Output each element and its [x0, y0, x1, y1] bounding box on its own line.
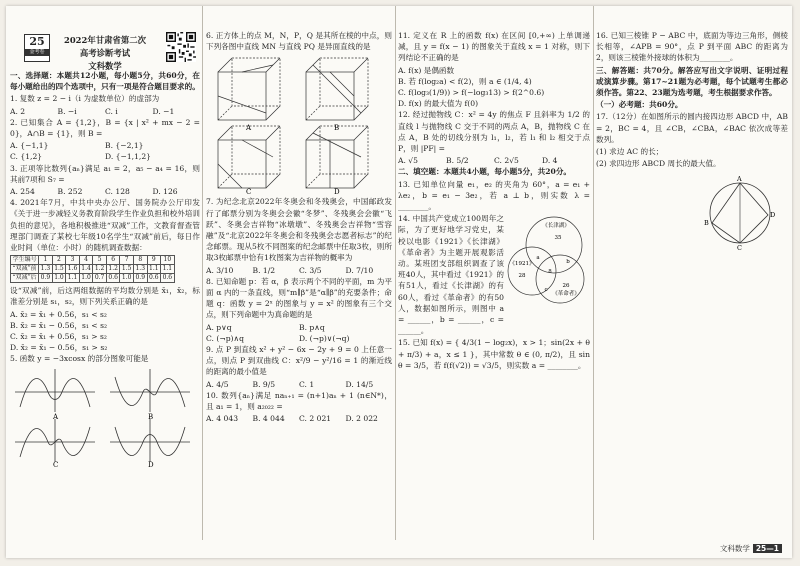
option: D. x̄₂ = x̄₁ − 0.56，s₁ > s₂	[10, 343, 108, 353]
question-15: 15. 已知 f(x) = { 4/3(1 − log₂x)，x > 1；sin(2x + θ + π/3) + a，x ≤ 1 }，其中常数 θ ∈ (0, π/2)，且 sin θ = 3/5，若 f(f(√2)) = √3/5，则实数 a = ________。	[398, 338, 590, 370]
vertex-label: C	[737, 244, 742, 252]
table-cell: 1.0	[81, 274, 91, 282]
question-5-graphs	[10, 367, 196, 467]
option: B. {−2,1}	[105, 141, 144, 151]
option: C. (¬p)∧q	[206, 333, 244, 343]
vertex-label: D	[770, 211, 776, 220]
table-cell: 0.9	[135, 274, 146, 282]
option: C. 1	[299, 379, 315, 389]
table-cell: 1.2	[94, 265, 105, 273]
option: D. 7/10	[345, 265, 374, 275]
figure-label: C	[246, 188, 252, 195]
option: D. (¬p)∨(¬q)	[299, 333, 350, 343]
option: C. {1,2}	[10, 152, 43, 162]
option: A. 4/5	[206, 379, 229, 389]
option: D. 14/5	[345, 379, 374, 389]
question-11-options	[398, 65, 590, 110]
question-9: 9. 点 P 到直线 x² + y² − 6x − 2y + 9 = 0 上任意一点，则点 P 到双曲线 C：x²/9 − y²/16 = 1 的渐近线的距离的最小值是	[206, 345, 392, 377]
question-16: 16. 已知三棱锥 P − ABC 中，底面为等边三角形，侧棱长相等，∠APB = 90°，点 P 到平面 ABC 的距离为 2，则该三棱锥外接球的体积为________。	[596, 31, 788, 63]
figure-label: A	[246, 124, 252, 133]
question-11: 11. 定义在 R 上的函数 f(x) 在区间 [0,+∞) 上单调递减，且 y = f(x − 1) 的图象关于直线 x = 1 对称，则下列结论不正确的是	[398, 31, 590, 63]
option: C. x̄₂ = x̄₁ + 0.56，s₁ > s₂	[10, 332, 107, 342]
option: D. 4	[542, 156, 558, 166]
option: A. √5	[398, 156, 418, 166]
table-cell: 7	[120, 256, 134, 265]
question-10: 10. 数列{aₙ}满足 naₙ₊₁ = (n+1)aₙ + 1 (n∈N*)，且 a₁ = 1，则 a₂₀₂₂ =	[206, 390, 392, 412]
vertex-label: B	[704, 219, 709, 228]
table-cell: 0.6	[149, 274, 159, 282]
question-10-options	[206, 413, 392, 424]
option: A. p∨q	[206, 322, 232, 332]
table-cell: 1.1	[149, 265, 159, 273]
table-cell: 0.7	[94, 274, 105, 282]
venn-number: b	[566, 259, 570, 266]
option: B. 4 044	[252, 414, 285, 424]
table-cell: 0.6	[162, 274, 173, 282]
graph-label: A	[53, 412, 59, 421]
question-4-continued: 设“双减”前，后这两组数据的平均数分别是 x̄₁，x̄₂，标准差分别是 s₁，s₂，则下列关系正确的是	[10, 286, 200, 307]
section-3-heading: 三、解答题：共70分。解答应写出文字说明、证明过程或演算步骤。第17~21题为必考题，每个试题考生都必须作答。第22、23题为选考题，考生根据要求作答。	[596, 65, 788, 98]
table-cell: 1.2	[108, 265, 118, 273]
option: A. 4 043	[206, 414, 239, 424]
option: A. 3/10	[206, 265, 234, 275]
question-2-options	[10, 140, 200, 162]
question-6-cubes	[206, 54, 386, 194]
question-8: 8. 已知命题 p：若 α，β 表示两个不同的平面，m 为平面 α 内的一条直线，则“m∥β”是“α∥β”的充要条件；命题 q：函数 y = 2ˣ 的图象与 y = x² 的图象有三个交点，则下列命题中为真命题的是	[206, 276, 392, 320]
table-row-label: “双减”前	[12, 265, 37, 273]
option: B. 5/2	[446, 156, 469, 166]
option: A. x̄₂ = x̄₁ + 0.56，s₁ < s₂	[10, 309, 107, 319]
figure-label: B	[334, 124, 340, 133]
table-cell: 8	[133, 256, 147, 265]
table-cell: 10	[161, 256, 175, 265]
venn-number: 26	[562, 283, 570, 290]
option: C. 128	[105, 187, 130, 197]
exam-header	[10, 6, 200, 70]
option: B. p∧q	[299, 322, 325, 332]
venn-number: c	[544, 287, 548, 294]
option: C. i	[105, 106, 118, 116]
question-3-options	[10, 186, 200, 197]
column-4	[596, 6, 788, 540]
option: C. 2√5	[494, 156, 519, 166]
section-2-heading: 二、填空题：本题共4小题，每小题5分，共20分。	[398, 167, 572, 177]
exam-page	[6, 6, 792, 558]
table-cell: 1.5	[54, 265, 64, 273]
cyclic-quadrilateral-figure	[700, 175, 780, 251]
table-cell: 1	[39, 256, 53, 265]
logo-number: 25	[29, 35, 45, 48]
vertex-label: A	[737, 175, 742, 184]
question-17: 17.（12分）在如图所示的圆内接四边形 ABCD 中，AB = 2，BC = 4，且 ∠CB，∠CBA，∠BAC 依次成等差数列。	[596, 112, 788, 144]
qr-code-icon[interactable]	[166, 32, 196, 62]
subsection-heading: （一）必考题：共60分。	[596, 100, 683, 110]
venn-number: a	[536, 255, 540, 262]
question-2: 2. 已知集合 A = {1,2}，B = {x | x² + mx − 2 = 0}，A∩B = {1}，则 B =	[10, 117, 200, 139]
section-1-heading: 一、选择题：本题共12小题，每小题5分，共60分，在每小题给出的四个选项中，只有一项是符合题目要求的。	[10, 71, 200, 92]
footer-subject: 文科数学	[719, 544, 750, 553]
table-cell: 5	[93, 256, 107, 265]
table-cell: 6	[106, 256, 120, 265]
question-1: 1. 复数 z = 2 − i（i 为虚数单位）的虚部为	[10, 94, 160, 104]
question-7-options	[206, 265, 392, 276]
question-7: 7. 为纪念北京2022年冬奥会和冬残奥会，中国邮政发行了邮票分别为冬奥会会徽“冬梦”、冬残奥会会徽“飞跃”、冬奥会吉祥物“冰墩墩”、冬残奥会吉祥物“雪容融”及“北京2022年冬奥会和冬残奥会志愿者标志”的纪念邮票。现从5枚不同图案的纪念邮票中任取3枚，则所取3枚邮票中恰有1枚图案为吉祥物的概率为	[206, 197, 392, 263]
table-cell: 2	[52, 256, 66, 265]
option: B. 252	[57, 187, 83, 197]
option: B. 1/2	[252, 265, 276, 275]
venn-number: 8	[548, 269, 552, 276]
question-8-options	[206, 322, 392, 344]
venn-label: 《革命者》	[552, 291, 580, 298]
table-cell: 1.1	[67, 274, 78, 282]
column-3	[398, 6, 590, 540]
option: D. 2 022	[345, 414, 378, 424]
question-9-options	[206, 379, 392, 390]
option: B. −i	[57, 106, 77, 116]
question-17-part-1: (1) 求边 AC 的长；	[596, 147, 664, 157]
table-cell: 0.9	[40, 274, 51, 282]
venn-number: 35	[554, 235, 562, 242]
table-cell: 4	[79, 256, 93, 265]
table-cell: 1.0	[54, 274, 64, 282]
footer-page-number: 25—1	[753, 544, 782, 553]
logo-sub: 金考卷	[25, 49, 49, 56]
page-footer	[720, 543, 782, 554]
question-1-options	[10, 106, 200, 117]
table-cell: 9	[147, 256, 161, 265]
table-cell: 1.5	[121, 265, 132, 273]
venn-number: 28	[518, 273, 526, 280]
question-14: 14. 中国共产党成立100周年之际，为了更好地学习党史，某校以电影《1921》《长津湖》《革命者》为主题开展观影活动。某班团支部组织调查了该班40人，其中看过《1921》的有51人，看过《长津湖》的有60人，看过《革命者》的有50人，数据如图所示，则图中 a = ______，b = ______，c = ______。	[398, 214, 504, 336]
graph-label: B	[148, 412, 154, 421]
option: D. 126	[152, 187, 178, 197]
title-line-2: 高考诊断考试	[79, 48, 131, 58]
question-6: 6. 正方体上的点 M，N，P，Q 是其所在棱的中点，则下列各图中直线 MN 与直线 PQ 是异面直线的是	[206, 31, 392, 52]
column-divider	[593, 6, 594, 540]
option: B. 若 f(log₂a) < f(2)，则 a ∈ (1/4, 4)	[398, 76, 532, 86]
paper-logo	[24, 34, 50, 62]
table-cell: 1.3	[40, 265, 51, 273]
question-12-options	[398, 155, 590, 166]
table-cell: 1.6	[67, 265, 78, 273]
question-4-options	[10, 309, 200, 354]
title-line-3: 文科数学	[88, 61, 122, 71]
question-13: 13. 已知单位向量 e₁，e₂ 的夹角为 60°，a = e₁ + λe₂，b = e₁ − 3e₂，若 a ⊥ b，则实数 λ = ________。	[398, 179, 590, 212]
option: B. 9/5	[252, 379, 276, 389]
option: A. {−1,1}	[10, 141, 49, 151]
exam-title	[54, 34, 156, 73]
table-cell: 1.0	[121, 274, 132, 282]
option: A. 2	[10, 106, 26, 116]
option: D. −1	[152, 106, 175, 116]
question-4: 4. 2021年7月，中共中央办公厅、国务院办公厅印发《关于进一步减轻义务教育阶段学生作业负担和校外培训负担的意见》，各地积极推进“双减”工作，文教育督查管理部门调查了某校七年级10名学生“双减”前后，每日作业时间（单位：小时）的随机调查数据：	[10, 198, 200, 253]
option: C. f(log₃(1/9)) > f(−log₃13) > f(2^0.6)	[398, 88, 545, 98]
table-row-label: “双减”后	[12, 274, 37, 282]
option: D. {−1,1,2}	[105, 152, 151, 162]
column-2	[206, 6, 392, 540]
column-divider	[202, 6, 203, 540]
figure-label: D	[334, 188, 340, 195]
question-3: 3. 正项等比数列{aₙ}满足 a₁ = 2，a₅ − a₄ = 16，则其前7项和 S₇ =	[10, 163, 200, 184]
option: B. x̄₂ = x̄₁ − 0.56，s₁ < s₂	[10, 320, 108, 330]
table-cell: 1.3	[135, 265, 146, 273]
question-5: 5. 函数 y = −3xcosx 的部分图象可能是	[10, 354, 149, 364]
column-divider	[395, 6, 396, 540]
graph-label: C	[53, 460, 59, 467]
table-cell: 1.1	[162, 265, 173, 273]
table-cell: 3	[66, 256, 80, 265]
venn-label: 《长津湖》	[542, 223, 570, 230]
column-1	[10, 6, 200, 540]
table-cell: 1.4	[81, 265, 91, 273]
option: A. f(x) 是偶函数	[398, 65, 455, 75]
title-line-1: 2022年甘肃省第二次	[64, 35, 146, 45]
homework-time-table	[10, 255, 175, 283]
venn-diagram	[504, 213, 590, 309]
question-12: 12. 经过抛物线 C：x² = 4y 的焦点 F 且斜率为 1/2 的直线 l 与抛物线 C 交于不同的两点 A，B，抛物线 C 在点 A，B 处的切线分别为 l₁，l₂，若 l₁ 和 l₂ 相交于点 P，则 |PF| =	[398, 110, 590, 154]
question-17-part-2: (2) 求四边形 ABCD 周长的最大值。	[596, 159, 721, 169]
table-header: 学生编号	[11, 256, 39, 265]
option: C. 2 021	[299, 414, 332, 424]
question-14-block	[398, 213, 590, 337]
option: A. 254	[10, 187, 35, 197]
graph-label: D	[148, 460, 154, 467]
option: C. 3/5	[299, 265, 322, 275]
venn-label: 《1921》	[509, 261, 535, 268]
option: D. f(x) 的最大值为 f(0)	[398, 99, 479, 109]
table-cell: 0.6	[108, 274, 118, 282]
